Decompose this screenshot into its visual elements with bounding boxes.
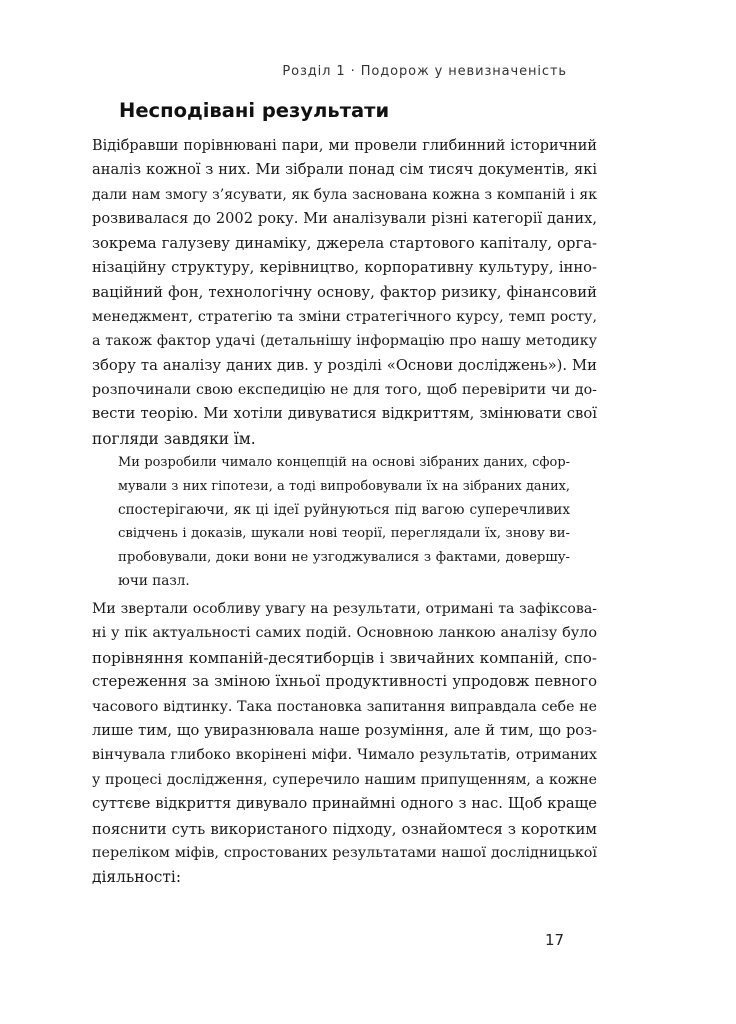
- quote-line: мували з них гіпотези, а тоді випробовували їх на зібраних даних,: [118, 478, 570, 494]
- quote-line: Ми розробили чимало концепцій на основі зібраних даних, сфор-: [118, 455, 570, 470]
- text-line: пояснити суть використаного підходу, ознайомтеся з коротким: [92, 819, 597, 838]
- quote-line: спостерігаючи, як ці ідеї руйнуються під вагою суперечливих: [118, 501, 570, 518]
- page-number: 17: [545, 931, 565, 949]
- block-quote: [118, 451, 570, 594]
- quote-line: свідчень і доказів, шукали нові теорії, переглядали їх, знову ви-: [118, 526, 570, 542]
- text-line: у процесі дослідження, суперечило нашим припущенням, а кожне: [92, 771, 597, 788]
- text-line: аналіз кожної з них. Ми зібрали понад сім тисяч документів, які: [92, 161, 597, 179]
- text-line: збору та аналізу даних див. у розділі «Основи досліджень»). Ми: [92, 356, 597, 374]
- section-title: Несподівані результати: [119, 99, 390, 122]
- text-line: Відібравши порівнювані пари, ми провели глибинний історичний: [92, 138, 597, 154]
- text-line: вінчувала глибоко вкорінені міфи. Чимало результатів, отриманих: [92, 747, 597, 764]
- text-line: розпочинали свою експедицію не для того, щоб перевірити чи до-: [92, 382, 597, 399]
- quote-line: ючи пазл.: [118, 572, 190, 589]
- text-line: вести теорію. Ми хотіли дивуватися відкриттям, змінювати свої: [92, 405, 597, 423]
- text-line: лише тим, що увиразнювала наше розуміння, але й тим, що роз-: [92, 722, 597, 740]
- running-head: Розділ 1 · Подорож у невизначеність: [282, 64, 567, 79]
- text-line: погляди завдяки їм.: [92, 429, 256, 448]
- text-line: порівняння компаній-десятиборців і звичайних компаній, спо-: [92, 648, 597, 667]
- text-line: ваційний фон, технологічну основу, фактор ризику, фінансовий: [92, 283, 597, 302]
- text-line: розвивалася до 2002 року. Ми аналізували різні категорії даних,: [92, 210, 597, 228]
- text-line: діяльності:: [92, 868, 182, 887]
- quote-line: пробовували, доки вони не узгоджувалися з фактами, довершу-: [118, 550, 570, 566]
- text-line: переліком міфів, спростованих результатами нашої дослідницької: [92, 845, 597, 862]
- text-line: стереження за зміною їхньої продуктивності упродовж певного: [92, 673, 597, 691]
- text-line: ні у пік актуальності самих подій. Основною ланкою аналізу було: [92, 625, 597, 642]
- text-line: дали нам змогу з’ясувати, як була заснована кожна з компаній і як: [92, 186, 597, 203]
- body-paragraph-2: [92, 597, 597, 890]
- body-paragraph-1: [92, 134, 597, 451]
- text-line: а також фактор удачі (детальнішу інформацію про нашу методику: [92, 333, 597, 350]
- text-line: нізаційну структуру, керівництво, корпоративну культуру, інно-: [92, 259, 597, 277]
- text-line: менеджмент, стратегію та зміни стратегічного курсу, темп росту,: [92, 308, 597, 325]
- text-line: часового відтинку. Така постановка запитання виправдала себе не: [92, 698, 597, 715]
- text-line: зокрема галузеву динаміку, джерела стартового капіталу, орга-: [92, 234, 597, 252]
- text-line: Ми звертали особливу увагу на результати, отримані та зафіксова-: [92, 601, 597, 617]
- text-line: суттєве відкриття дивувало принаймні одного з нас. Щоб краще: [92, 795, 597, 813]
